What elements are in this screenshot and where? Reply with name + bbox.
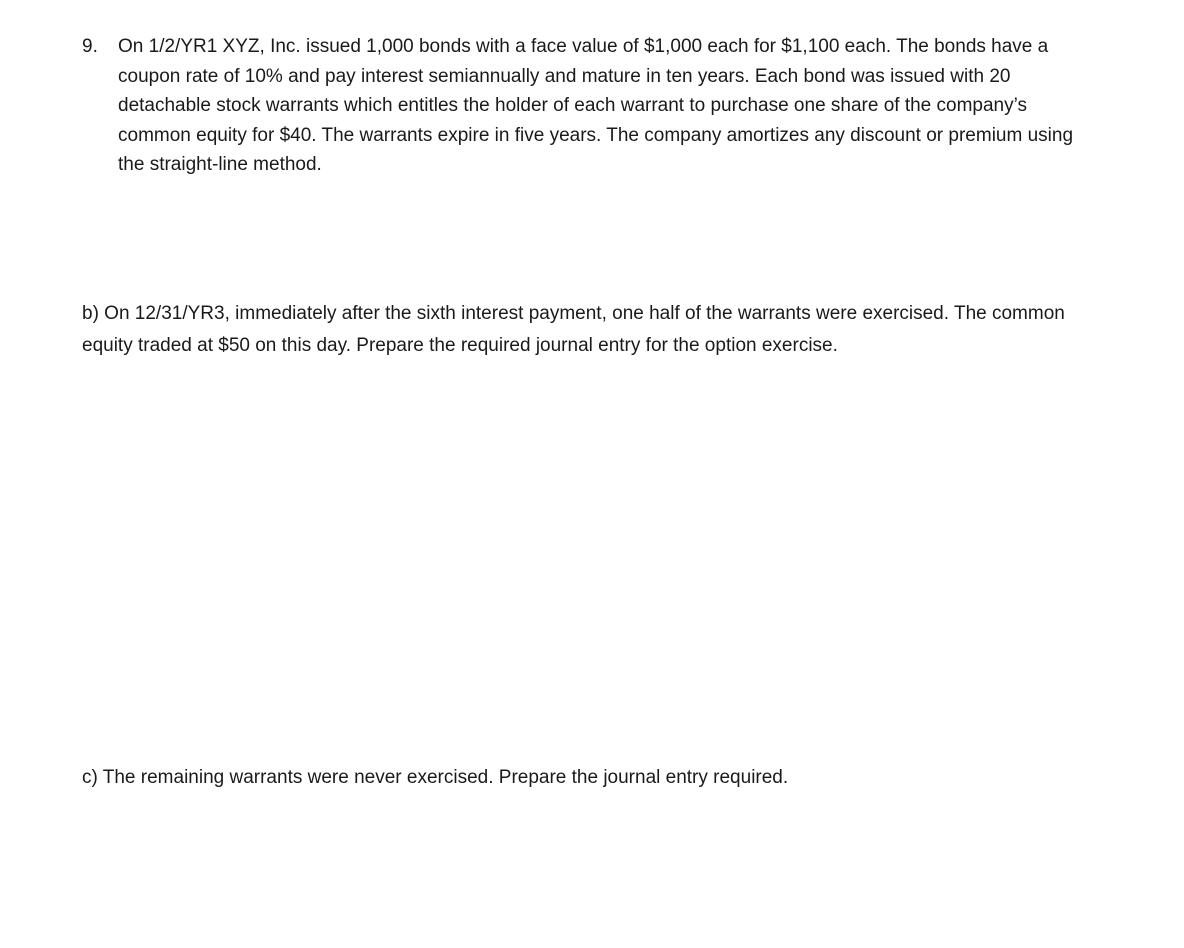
question-number: 9. bbox=[82, 36, 98, 57]
question-9 bbox=[82, 32, 1092, 180]
part-b-text: b) On 12/31/YR3, immediately after the sixth interest payment, one half of the warrants were exercised. The common equity traded at $50 on this day. Prepare the required journal entry for the option exercise. bbox=[82, 303, 1065, 356]
part-c-text: c) The remaining warrants were never exercised. Prepare the journal entry required. bbox=[82, 767, 789, 788]
question-text: On 1/2/YR1 XYZ, Inc. issued 1,000 bonds with a face value of $1,000 each for $1,100 each. The bonds have a coupon rate of 10% and pay interest semiannually and mature in ten years. Each bond was issued with 20 detachable stock warrants which entitles the holder of each warrant to purchase one share of the company’s common equity for $40. The warrants expire in five years. The company amortizes any discount or premium using the straight-line method. bbox=[118, 36, 1074, 175]
